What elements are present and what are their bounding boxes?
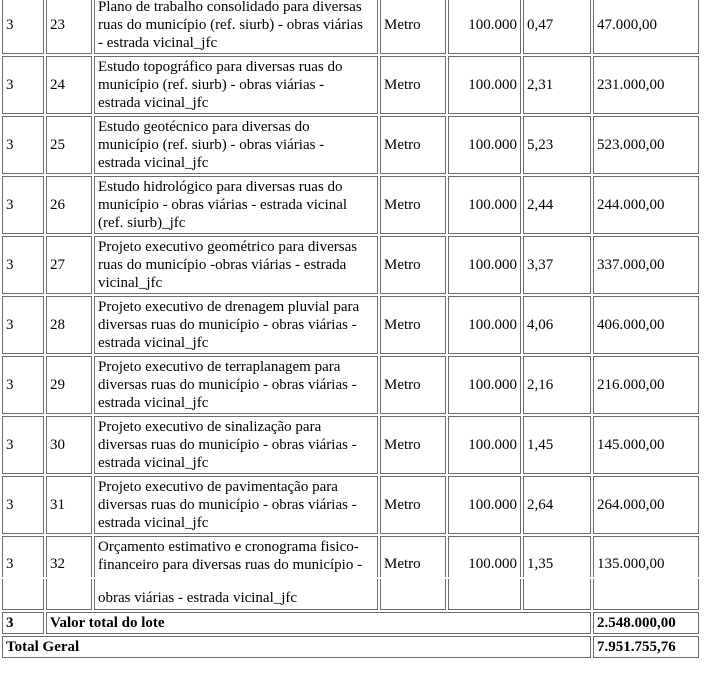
item-cell: 28 xyxy=(46,296,92,354)
description-cell xyxy=(94,476,378,534)
description-line: diversas ruas do município - obras viárias - xyxy=(98,317,357,333)
quantity-cell: 100.000 xyxy=(448,236,521,294)
lot-cell: 3 xyxy=(2,0,44,54)
description-cell xyxy=(94,176,378,234)
quantity-cell: 100.000 xyxy=(448,476,521,534)
lot-cell: 3 xyxy=(2,612,44,634)
lot-cell-empty xyxy=(2,579,44,610)
total-cell: 145.000,00 xyxy=(593,416,699,474)
description-line: município - obras viárias - estrada vicinal xyxy=(98,197,348,213)
item-cell: 23 xyxy=(46,0,92,54)
table-row xyxy=(2,116,699,174)
lot-cell: 3 xyxy=(2,116,44,174)
item-cell: 30 xyxy=(46,416,92,474)
description-line: estrada vicinal_jfc xyxy=(98,335,209,351)
quantity-cell: 100.000 xyxy=(448,416,521,474)
description-line: Projeto executivo de pavimentação para xyxy=(98,479,338,495)
description-line: município (ref. siurb) - obras viárias - xyxy=(98,77,325,93)
unit-cell: Metro xyxy=(380,0,446,54)
quantity-cell: 100.000 xyxy=(448,536,521,577)
lot-cell: 3 xyxy=(2,56,44,114)
quantity-cell: 100.000 xyxy=(448,356,521,414)
unit-cell: Metro xyxy=(380,116,446,174)
description-line: Projeto executivo de drenagem pluvial para xyxy=(98,299,360,315)
unit-cell: Metro xyxy=(380,56,446,114)
unit-cell: Metro xyxy=(380,236,446,294)
unit-cell: Metro xyxy=(380,536,446,577)
description-line: estrada vicinal_jfc xyxy=(98,455,209,471)
unit-price-cell: 0,47 xyxy=(523,0,591,54)
description-line: financeiro para diversas ruas do município - xyxy=(98,557,363,573)
description-line: diversas ruas do município - obras viárias - xyxy=(98,437,357,453)
description-line: Estudo geotécnico para diversas do xyxy=(98,119,310,135)
unit-price-cell-empty xyxy=(523,579,591,610)
total-cell: 216.000,00 xyxy=(593,356,699,414)
lot-total-value: 2.548.000,00 xyxy=(593,612,699,634)
description-cell xyxy=(94,236,378,294)
grand-total-label: Total Geral xyxy=(2,636,591,658)
table-row xyxy=(2,236,699,294)
table-row xyxy=(2,0,699,54)
total-cell: 523.000,00 xyxy=(593,116,699,174)
description-line: Projeto executivo de sinalização para xyxy=(98,419,322,435)
description-line: (ref. siurb)_jfc xyxy=(98,215,186,231)
item-cell: 29 xyxy=(46,356,92,414)
item-cell: 24 xyxy=(46,56,92,114)
lot-cell: 3 xyxy=(2,236,44,294)
lot-total-label: Valor total do lote xyxy=(46,612,591,634)
unit-cell: Metro xyxy=(380,296,446,354)
description-line: Projeto executivo de terraplanagem para xyxy=(98,359,341,375)
description-line: Projeto executivo geométrico para diversas xyxy=(98,239,358,255)
last-item xyxy=(2,536,699,610)
description-cell xyxy=(94,116,378,174)
total-cell: 231.000,00 xyxy=(593,56,699,114)
description-line: Orçamento estimativo e cronograma fisico- xyxy=(98,539,359,555)
quantity-cell: 100.000 xyxy=(448,176,521,234)
unit-price-cell: 1,45 xyxy=(523,416,591,474)
lot-total-row xyxy=(2,612,699,634)
table-row xyxy=(2,296,699,354)
description-line: estrada vicinal_jfc xyxy=(98,155,209,171)
total-cell: 337.000,00 xyxy=(593,236,699,294)
lot-cell: 3 xyxy=(2,416,44,474)
item-cell: 26 xyxy=(46,176,92,234)
table-row xyxy=(2,536,699,577)
table-row xyxy=(2,56,699,114)
description-line: Estudo hidrológico para diversas ruas do xyxy=(98,179,343,195)
quantity-cell: 100.000 xyxy=(448,56,521,114)
total-cell: 406.000,00 xyxy=(593,296,699,354)
unit-price-cell: 2,44 xyxy=(523,176,591,234)
item-cell: 32 xyxy=(46,536,92,577)
description-line: ruas do município (ref. siurb) - obras viárias xyxy=(98,17,363,33)
lot-cell: 3 xyxy=(2,356,44,414)
unit-cell: Metro xyxy=(380,356,446,414)
description-line: município (ref. siurb) - obras viárias - xyxy=(98,137,325,153)
unit-price-cell: 5,23 xyxy=(523,116,591,174)
unit-price-cell: 1,35 xyxy=(523,536,591,577)
budget-table-body xyxy=(2,0,699,534)
description-cell xyxy=(94,536,378,577)
unit-price-cell: 2,64 xyxy=(523,476,591,534)
unit-cell: Metro xyxy=(380,416,446,474)
lot-cell: 3 xyxy=(2,296,44,354)
grand-total-value: 7.951.755,76 xyxy=(593,636,699,658)
item-cell-empty xyxy=(46,579,92,610)
description-line: Estudo topográfico para diversas ruas do xyxy=(98,59,343,75)
item-cell: 25 xyxy=(46,116,92,174)
grand-total-row xyxy=(2,636,699,658)
table-row xyxy=(2,176,699,234)
unit-cell: Metro xyxy=(380,476,446,534)
total-cell-empty xyxy=(593,579,699,610)
unit-price-cell: 4,06 xyxy=(523,296,591,354)
lot-cell: 3 xyxy=(2,476,44,534)
quantity-cell: 100.000 xyxy=(448,0,521,54)
unit-price-cell: 3,37 xyxy=(523,236,591,294)
unit-cell-empty xyxy=(380,579,446,610)
description-cell xyxy=(94,356,378,414)
description-line: ruas do município -obras viárias - estrada xyxy=(98,257,347,273)
unit-cell: Metro xyxy=(380,176,446,234)
description-cell xyxy=(94,56,378,114)
description-cell xyxy=(94,296,378,354)
total-cell: 244.000,00 xyxy=(593,176,699,234)
description-line: obras viárias - estrada vicinal_jfc xyxy=(94,579,378,610)
description-line: diversas ruas do município - obras viárias - xyxy=(98,497,357,513)
description-line: vicinal_jfc xyxy=(98,275,163,291)
item-cell: 31 xyxy=(46,476,92,534)
quantity-cell: 100.000 xyxy=(448,116,521,174)
table-row xyxy=(2,416,699,474)
item-cell: 27 xyxy=(46,236,92,294)
description-line: diversas ruas do município - obras viárias - xyxy=(98,377,357,393)
description-line: estrada vicinal_jfc xyxy=(98,395,209,411)
table-row xyxy=(2,476,699,534)
lot-cell: 3 xyxy=(2,536,44,577)
table-row-continuation xyxy=(2,579,699,610)
total-cell: 264.000,00 xyxy=(593,476,699,534)
unit-price-cell: 2,16 xyxy=(523,356,591,414)
description-line: estrada vicinal_jfc xyxy=(98,515,209,531)
quantity-cell-empty xyxy=(448,579,521,610)
totals xyxy=(2,612,699,658)
description-line: Plano de trabalho consolidado para diversas xyxy=(98,0,362,15)
total-cell: 47.000,00 xyxy=(593,0,699,54)
description-cell xyxy=(94,416,378,474)
quantity-cell: 100.000 xyxy=(448,296,521,354)
description-line: - estrada vicinal_jfc xyxy=(98,35,218,51)
description-cell xyxy=(94,0,378,54)
table-row xyxy=(2,356,699,414)
total-cell: 135.000,00 xyxy=(593,536,699,577)
lot-cell: 3 xyxy=(2,176,44,234)
description-line: estrada vicinal_jfc xyxy=(98,95,209,111)
unit-price-cell: 2,31 xyxy=(523,56,591,114)
